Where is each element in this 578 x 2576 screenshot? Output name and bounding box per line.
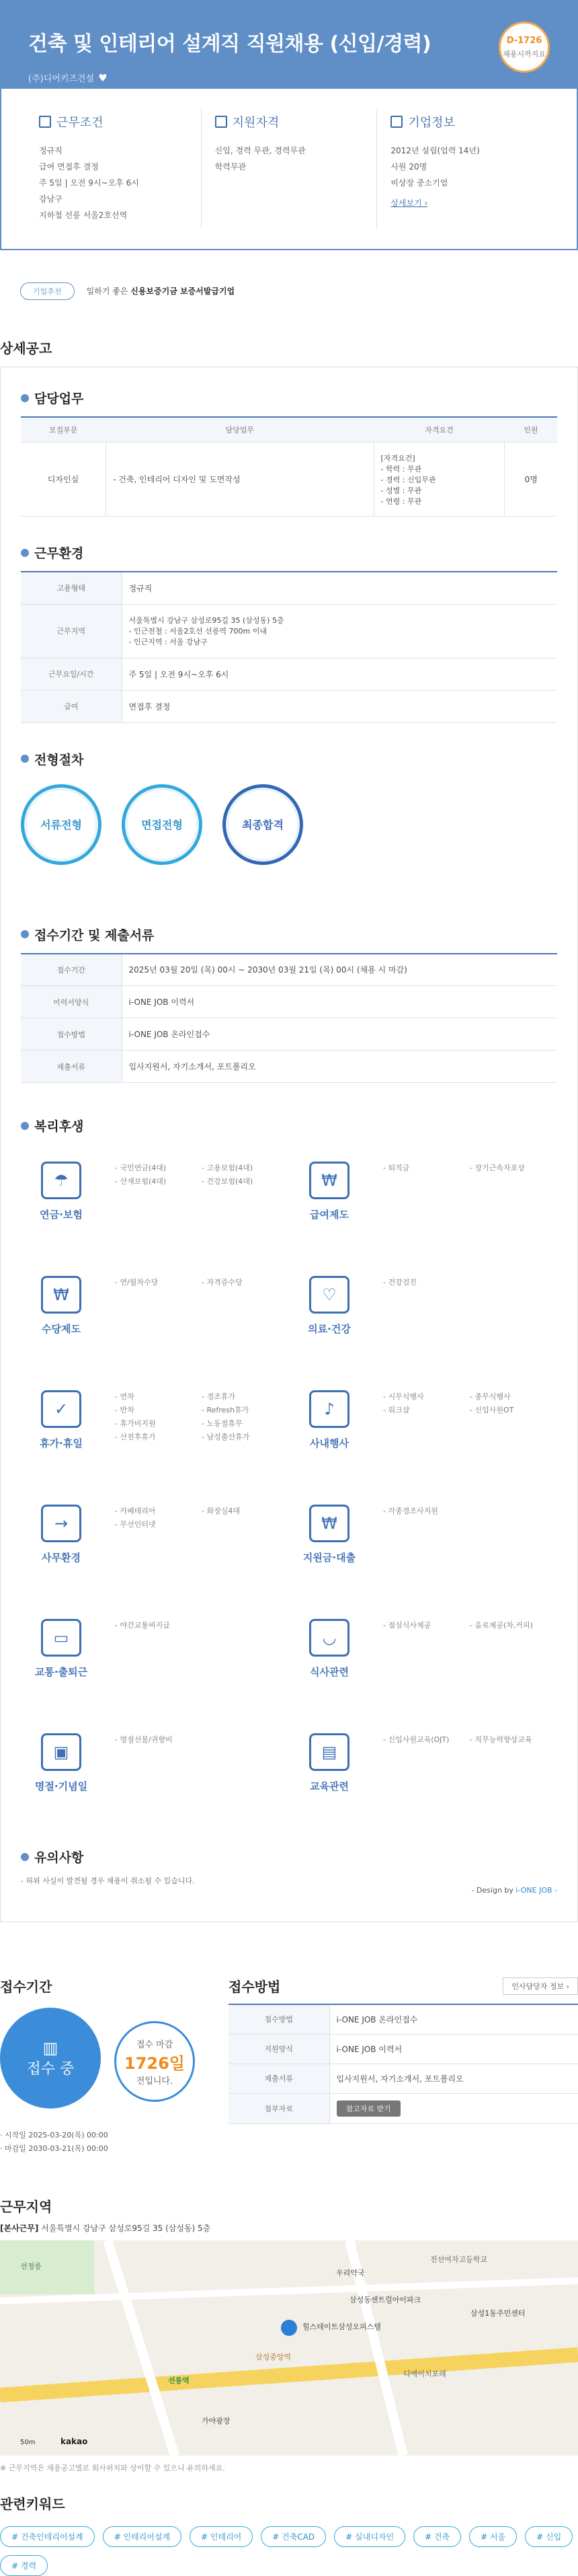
gift-icon: ▣ <box>41 1733 81 1771</box>
detail-content: 담당업무 모집부문 담당업무 자격요건 인원 디자인실 - 건축, 인테리어 디자인 및 도면작성 [자격요건] - 학력 : 무관 - 경력 : 신입무관 - 성별 : 무관 - 연령 : 무관 0명 근무환경 고용형태 정규직 근무지역 서울특별시 강남구 삼성로95길 35 (삼성동) 5층 - 인근전철 : 서울2호선 선릉역 700m 이내 - 인근지역 : 서울 강남구 근무요일/시간 주 5일 | 오전 9시~오후 6시 급여 면접후 결정 전형절차 서류전형 면접전형 최종합격 접수기간 및 제출서류 접수기간 2025년 03월 20일 (목) 00시 ~ 2030년 03월 21일 (목) 00시 (채용 시 마감) 이력서양식 i-ONE JOB 이력서 접수방법 i-ONE JOB 온라인접수 제출서류 입사지원서, 자기소개서, 포트폴리오 복리후생 ☂ 연금·보험 - 국민연금(4대) - 고용보험(4대) - 산재보험(4대) - 건강보험(4대) ₩ 급여제도 - 퇴직금 - 장기근속자포상 ₩ 수당제도 - 연/월차수당 - 자격증수당 ♡ 의료·건강 - 건강검진 ✓ 휴가·휴일 - 연차 - 경조휴가 - 반차 - Refresh휴가 - 휴가비지원 - 노동절휴무 - 산전후휴가 - 남성출산휴가 ♪ 사내행사 - 시무식행사 - 종무식행사 - 워크샵 - 신입사원OT → 사무환경 - 카페테리아 - 화장실4대 - 무선인터넷 ₩ 지원금·대출 - 각종경조사지원 ▭ 교통·출퇴근 - 야간교통비지급 ◡ 식사관련 - 점심식사제공 - 음료제공(차,커피) ▣ 명절·기념일 - 명절선물/귀향비 ▤ 교육관련 - 신입사원교육(OJT) - 직무능력향상교육 유의사항 - 허위 사실이 발견될 경우 채용이 취소될 수 있습니다. - Design by i-ONE JOB - <box>0 367 578 1922</box>
job-header <box>0 0 578 89</box>
map-label: 힐스테이트삼성오피스텔 <box>302 2322 381 2331</box>
welfare-benefit: - 워크샵 <box>383 1406 410 1414</box>
detail-title: 상세공고 <box>0 340 52 356</box>
welfare-benefit: - 점심식사제공 <box>383 1621 431 1630</box>
welfare-item: ☂ 연금·보험 - 국민연금(4대) - 고용보험(4대) - 산재보험(4대) - 건강보험(4대) <box>21 1162 289 1236</box>
heart-icon[interactable]: ♥ <box>98 72 108 84</box>
keyword-tag[interactable]: # 서울 <box>469 2526 517 2547</box>
keyword-tag[interactable]: # 인테리어설계 <box>103 2526 181 2547</box>
map-label: 삼성중앙역 <box>255 2353 292 2361</box>
welfare-benefit: - 무선인터넷 <box>115 1520 156 1529</box>
keyword-tag[interactable]: # 건축인테리어설계 <box>0 2526 95 2547</box>
welfare-grid <box>21 1162 557 1807</box>
welfare-benefit: - 신입사원교육(OJT) <box>383 1735 450 1744</box>
loan-icon: ₩ <box>309 1505 349 1542</box>
duty-table: 모집부문 담당업무 자격요건 인원 디자인실 - 건축, 인테리어 디자인 및 도면작성 [자격요건] - 학력 : 무관 - 경력 : 신입무관 - 성별 : 무관 - 연령 : 무관 0명 <box>21 416 557 517</box>
welfare-benefit: - 휴가비지원 <box>115 1419 156 1428</box>
welfare-benefit: - 신입사원OT <box>470 1406 514 1414</box>
health-icon: ♡ <box>309 1276 349 1314</box>
welfare-benefit: - 산재보험(4대) <box>115 1177 167 1186</box>
keyword-tag[interactable]: # 경력 <box>0 2555 48 2576</box>
book-icon: ▤ <box>309 1733 349 1771</box>
bus-icon: ▭ <box>41 1619 81 1657</box>
welfare-benefit: - 야간교통비지급 <box>115 1621 170 1630</box>
welfare-benefit: - 시무식행사 <box>383 1392 424 1401</box>
process-steps <box>21 778 557 885</box>
company-info: 기업정보 2012년 설립(업력 14년) 사원 20명 비상장 중소기업 상세보기 › <box>390 116 480 208</box>
welfare-benefit: - 산전후휴가 <box>115 1433 156 1441</box>
location-section: 근무지역 [본사근무] 서울특별시 강남구 삼성로95길 35 (삼성동) 5층 선릉역 삼성중앙역 디에이치포레 진선여자고등학교 선정릉 힐스테이트삼성오피스텔 삼성동센트럴아이파크 가야광장 우리약국 삼성1동주민센터 50m kakao ※ 근무지역은 채용공고별로 회사위치와 상이할 수 있으니 유의하세요. <box>0 2196 578 2473</box>
welfare-benefit: - 직무능력향상교육 <box>470 1735 532 1744</box>
hr-info-button[interactable]: 인사담당자 정보 › <box>503 1977 578 1995</box>
map-scale: 50m <box>20 2439 36 2446</box>
qualification: 지원자격 신입, 경력 무관, 경력무관 학력무관 <box>202 109 378 229</box>
keyword-tag[interactable]: # 건축 <box>413 2526 461 2547</box>
welfare-benefit: - 노동절휴무 <box>202 1419 243 1428</box>
welfare-benefit: - 화장실4대 <box>202 1507 240 1515</box>
welfare-benefit: - 장기근속자포상 <box>470 1164 525 1172</box>
welfare-item: ▤ 교육관련 - 신입사원교육(OJT) - 직무능력향상교육 <box>289 1733 557 1807</box>
keyword-section: 관련키워드 # 건축인테리어설계 # 인테리어설계 # 인테리어 # 건축CAD # 실내디자인 # 건축 # 서울 # 신입 # 경력 <box>0 2493 578 2576</box>
welfare-item: ♪ 사내행사 - 시무식행사 - 종무식행사 - 워크샵 - 신입사원OT <box>289 1390 557 1464</box>
summary-box <box>0 89 578 250</box>
building-icon <box>39 116 51 128</box>
welfare-benefit: - 종무식행사 <box>470 1392 511 1401</box>
keyword-tag[interactable]: # 건축CAD <box>261 2526 326 2547</box>
dday-badge: D-1726 채용시까지요 <box>499 22 550 73</box>
period-panel: 접수기간 ▥ 접수 중 접수 마감 1726일 전입니다. · 시작일 2025-03-20(목) 00:00 · 마감일 2030-03-21(목) 00:00 <box>0 1976 215 2156</box>
welfare-benefit: - 카페테리아 <box>115 1507 156 1515</box>
meal-icon: ◡ <box>309 1619 349 1657</box>
map-brand: kakao <box>60 2437 88 2446</box>
map-svg <box>0 2240 578 2456</box>
company-icon <box>390 116 403 128</box>
map-pin-icon <box>281 2320 297 2336</box>
welfare-benefit: - 퇴직금 <box>383 1164 410 1172</box>
env-table: 고용형태 정규직 근무지역 서울특별시 강남구 삼성로95길 35 (삼성동) 5층 - 인근전철 : 서울2호선 선릉역 700m 이내 - 인근지역 : 서울 강남구 근무요일/시간 주 5일 | 오전 9시~오후 6시 급여 면접후 결정 <box>21 571 557 723</box>
step-interview: 면접전형 <box>122 784 202 865</box>
salary-icon: ₩ <box>309 1162 349 1199</box>
document-icon <box>215 116 227 128</box>
welfare-benefit: - 명절선물/귀향비 <box>115 1735 173 1744</box>
welfare-benefit: - 건강보험(4대) <box>202 1177 253 1186</box>
map-label: 디에이치포레 <box>403 2370 446 2378</box>
map-label: 삼성1동주민센터 <box>470 2309 526 2318</box>
map-label: 삼성동센트럴아이파크 <box>349 2296 421 2304</box>
keyword-tag[interactable]: # 인테리어 <box>190 2526 253 2547</box>
method-panel: 접수방법 인사담당자 정보 › 접수방법 i-ONE JOB 온라인접수 지원양식 i-ONE JOB 이력서 제출서류 입사지원서, 자기소개서, 포트폴리오 첨부자료 참고자료 받기 <box>229 1976 578 2156</box>
welfare-item: ▭ 교통·출퇴근 - 야간교통비지급 <box>21 1619 289 1693</box>
recommend-pill: 기업추천 <box>20 282 75 300</box>
welfare-item: ◡ 식사관련 - 점심식사제공 - 음료제공(차,커피) <box>289 1619 557 1693</box>
work-condition: 근무조건 정규직 급여 면접후 결정 주 5일 | 오전 9시~오후 6시 강남구 지하철 선릉 서울2호선역 <box>26 109 202 229</box>
welfare-item: ₩ 지원금·대출 - 각종경조사지원 <box>289 1505 557 1579</box>
welfare-benefit: - 국민연금(4대) <box>115 1164 167 1172</box>
pension-icon: ☂ <box>41 1162 81 1199</box>
step-document: 서류전형 <box>21 784 101 865</box>
welfare-benefit: - 남성출산휴가 <box>202 1433 250 1441</box>
map-label: 선정릉 <box>20 2262 42 2271</box>
location-map[interactable] <box>0 2240 578 2456</box>
welfare-benefit: - 자격증수당 <box>202 1278 243 1287</box>
welfare-item: ₩ 수당제도 - 연/월차수당 - 자격증수당 <box>21 1276 289 1350</box>
welfare-benefit: - 반차 <box>115 1406 134 1414</box>
welfare-benefit: - Refresh휴가 <box>202 1406 249 1414</box>
apply-table: 접수기간 2025년 03월 20일 (목) 00시 ~ 2030년 03월 21일 (목) 00시 (채용 시 마감) 이력서양식 i-ONE JOB 이력서 접수방법 i-ONE JOB 온라인접수 제출서류 입사지원서, 자기소개서, 포트폴리오 <box>21 953 557 1084</box>
welfare-item: → 사무환경 - 카페테리아 - 화장실4대 - 무선인터넷 <box>21 1505 289 1579</box>
welfare-benefit: - 경조휴가 <box>202 1392 235 1401</box>
allowance-icon: ₩ <box>41 1276 81 1314</box>
welfare-item: ✓ 휴가·휴일 - 연차 - 경조휴가 - 반차 - Refresh휴가 - 휴가비지원 - 노동절휴무 - 산전후휴가 - 남성출산휴가 <box>21 1390 289 1464</box>
map-label: 진선여자고등학교 <box>430 2255 488 2264</box>
monitor-icon: → <box>41 1505 81 1542</box>
welfare-item: ₩ 급여제도 - 퇴직금 - 장기근속자포상 <box>289 1162 557 1236</box>
welfare-benefit: - 연차 <box>115 1392 134 1401</box>
keyword-tag[interactable]: # 실내디자인 <box>334 2526 405 2547</box>
welfare-item: ♡ 의료·건강 - 건강검진 <box>289 1276 557 1350</box>
welfare-benefit: - 연/월차수당 <box>115 1278 159 1287</box>
attachment-download-button[interactable]: 참고자료 받기 <box>337 2100 401 2117</box>
map-label: 가야광장 <box>202 2417 231 2425</box>
welfare-benefit: - 고용보험(4대) <box>202 1164 253 1172</box>
welfare-item: ▣ 명절·기념일 - 명절선물/귀향비 <box>21 1733 289 1807</box>
design-brand: i-ONE JOB - <box>515 1886 557 1895</box>
map-label: 우리약국 <box>336 2269 365 2277</box>
deadline-circle: 접수 마감 1726일 전입니다. <box>114 2021 195 2102</box>
welfare-benefit: - 음료제공(차,커피) <box>470 1621 533 1630</box>
status-circle: ▥ 접수 중 <box>0 2008 101 2109</box>
job-title: 건축 및 인테리어 설계직 직원채용 (신입/경력) <box>28 32 431 56</box>
company-name[interactable]: (주)디어키즈건설 <box>28 74 95 84</box>
book-icon: ▥ <box>42 2038 58 2057</box>
method-table: 접수방법 i-ONE JOB 온라인접수 지원양식 i-ONE JOB 이력서 제출서류 입사지원서, 자기소개서, 포트폴리오 첨부자료 참고자료 받기 <box>229 2004 578 2124</box>
calendar-icon: ✓ <box>41 1390 81 1428</box>
company-detail-link[interactable]: 상세보기 › <box>390 198 428 208</box>
welfare-benefit: - 각종경조사지원 <box>383 1507 438 1515</box>
microphone-icon: ♪ <box>309 1390 349 1428</box>
step-final: 최종합격 <box>222 784 303 865</box>
keyword-tags <box>0 2526 578 2576</box>
welfare-benefit: - 건강검진 <box>383 1278 417 1287</box>
keyword-tag[interactable]: # 신입 <box>525 2526 573 2547</box>
map-label: 선릉역 <box>168 2376 190 2385</box>
recommend-bar: 기업추천 일하기 좋은 신용보증기금 보증서발급기업 <box>0 250 578 324</box>
